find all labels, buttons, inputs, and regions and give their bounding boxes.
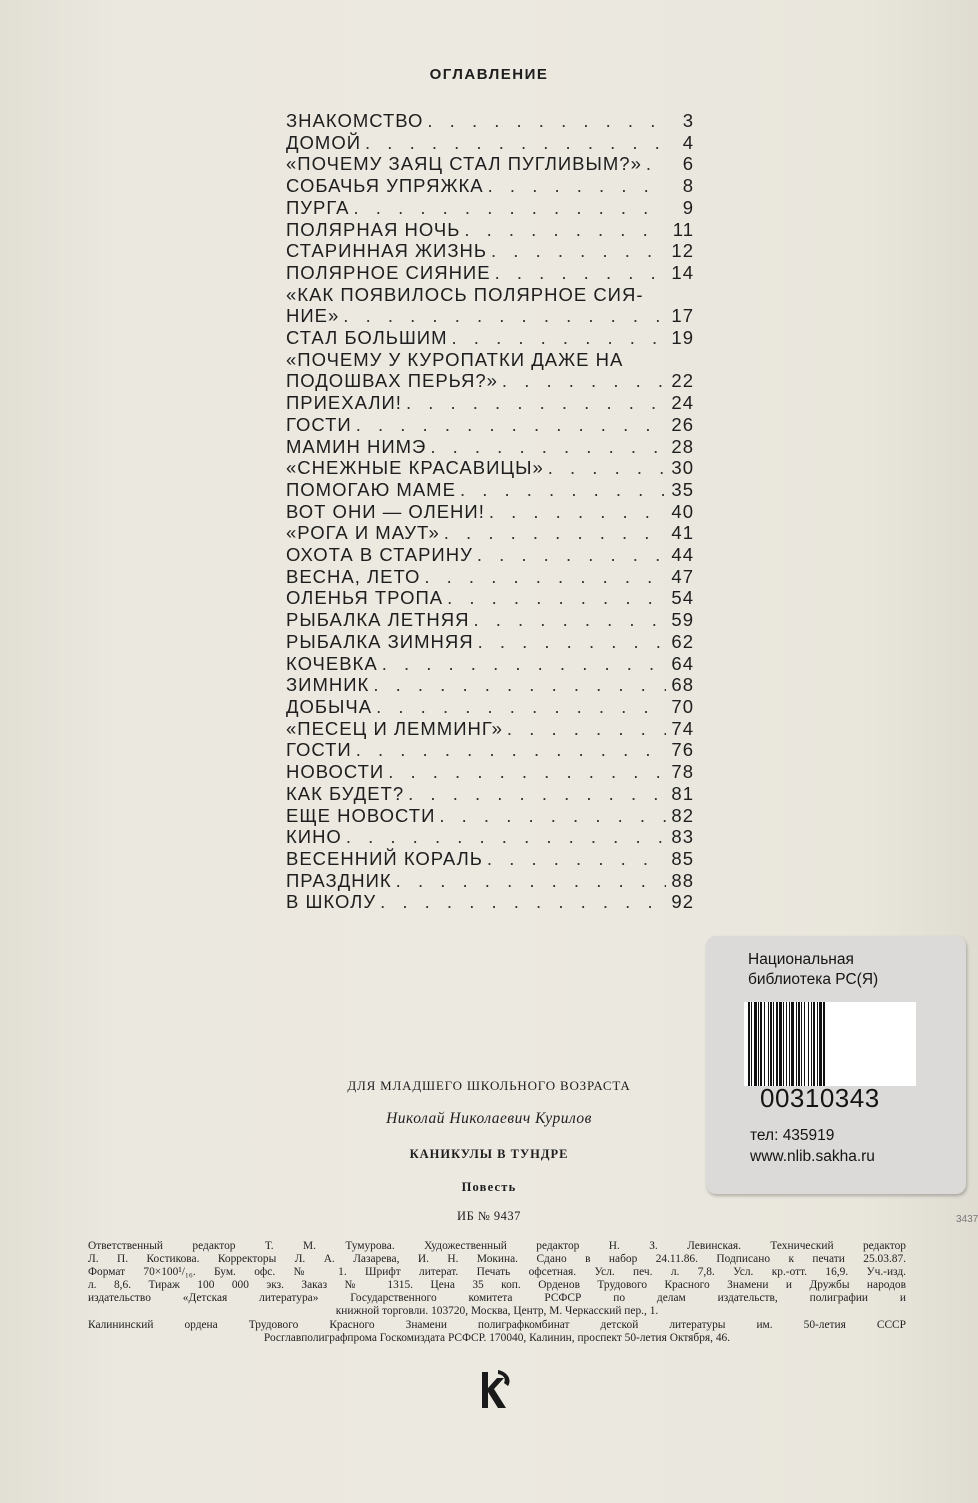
- toc-page-number: 14: [671, 261, 694, 283]
- toc-page-number: 22: [671, 370, 694, 392]
- credits-line: Росглавполиграфпрома Госкомиздата РСФСР. 170040, Калинин, проспект 50-летия Октября, 46.: [263, 1331, 731, 1344]
- toc-page-number: 83: [671, 826, 694, 848]
- credits-line: Ответственный редактор Т. М. Тумурова. Художественный редактор Н. З. Левинская. Технический редактор: [88, 1240, 906, 1252]
- toc-entry: ПОДОШВАХ ПЕРЬЯ?» . . . 22: [286, 370, 694, 392]
- toc-entry: «СНЕЖНЫЕ КРАСАВИЦЫ» . . . 30: [286, 457, 694, 479]
- credits-line: книжной торговли. 103720, Москва, Центр, М. Черкасский пер., 1.: [335, 1305, 659, 1318]
- toc-page-number: 3: [682, 110, 694, 131]
- toc-entry: НОВОСТИ . . . 78: [286, 761, 694, 783]
- toc-entry: ПРИЕХАЛИ! . . . 24: [286, 392, 694, 414]
- toc-entry: ВЕСНА, ЛЕТО . . . 47: [286, 566, 694, 588]
- toc-page-number: 64: [671, 652, 694, 674]
- toc-entry: ГОСТИ . . . 26: [286, 414, 694, 436]
- toc-entry: СОБАЧЬЯ УПРЯЖКА . . . 8: [286, 175, 694, 197]
- toc-page-number: 6: [682, 153, 694, 175]
- toc-entry: ПОЛЯРНОЕ СИЯНИЕ . . . 14: [286, 262, 694, 284]
- toc-page-number: 68: [671, 674, 694, 696]
- toc-page-number: 11: [672, 218, 694, 240]
- toc-page-number: 74: [671, 717, 694, 739]
- toc-entry: ОЛЕНЬЯ ТРОПА . . . 54: [286, 587, 694, 609]
- toc-page-number: 47: [671, 565, 694, 587]
- library-name: Национальная библиотека РС(Я): [748, 951, 879, 988]
- toc-page-number: 26: [671, 413, 694, 435]
- toc-entry: «ПОЧЕМУ ЗАЯЦ СТАЛ ПУГЛИВЫМ?» . . . 6: [286, 153, 694, 175]
- toc-page-number: 30: [671, 457, 694, 479]
- toc-entry: РЫБАЛКА ЛЕТНЯЯ . . . 59: [286, 609, 694, 631]
- barcode-icon: [744, 1002, 916, 1086]
- toc-entry: ЗНАКОМСТВО . . . 3: [286, 110, 694, 132]
- toc-entry: ПОЛЯРНАЯ НОЧЬ . . . 11: [286, 219, 694, 241]
- toc-page-number: 62: [671, 630, 694, 652]
- toc-page-number: 78: [671, 761, 694, 783]
- library-barcode-sticker: [706, 936, 966, 1194]
- toc-page-number: 92: [671, 891, 694, 913]
- ib-number: ИБ № 9437: [457, 1209, 521, 1223]
- toc-page-number: 24: [671, 392, 694, 414]
- library-phone: тел: 435919: [750, 1127, 835, 1144]
- toc-page-number: 28: [671, 435, 694, 457]
- credits-line: Л. П. Костикова. Корректоры Л. А. Лазарева, И. Н. Мокина. Сдано в набор 24.11.86. Подписано к печати 25.03.87.: [88, 1253, 906, 1266]
- barcode-number: 00310343: [760, 1083, 880, 1113]
- toc-page-number: 81: [671, 782, 694, 804]
- toc-page-number: 19: [671, 327, 694, 349]
- toc-page-number: 4: [682, 131, 694, 153]
- toc-page-number: 59: [671, 609, 694, 631]
- book-title: КАНИКУЛЫ В ТУНДРЕ: [409, 1147, 569, 1161]
- toc-page-number: 41: [671, 522, 694, 544]
- toc-entry: НИЕ» . . . 17: [286, 305, 694, 327]
- toc-page-number: 12: [671, 240, 694, 262]
- toc-entry: СТАЛ БОЛЬШИМ . . . 19: [286, 327, 694, 349]
- credits-line: издательство «Детская литература» Государственного комитета РСФСР по делам издательств, полиграфии и: [88, 1292, 906, 1305]
- toc-page-number: 70: [671, 695, 694, 717]
- toc-page-number: 82: [671, 804, 694, 826]
- toc-entry: ГОСТИ . . . 76: [286, 739, 694, 761]
- toc-page-number: 8: [682, 175, 694, 197]
- table-of-contents: [286, 110, 694, 913]
- toc-page-number: 88: [671, 869, 694, 891]
- toc-entry: ЕЩЕ НОВОСТИ . . . 82: [286, 805, 694, 827]
- toc-entry: ДОБЫЧА . . . 70: [286, 696, 694, 718]
- toc-page-number: 54: [671, 587, 694, 609]
- toc-entry: СТАРИННАЯ ЖИЗНЬ . . . 12: [286, 240, 694, 262]
- margin-mark: 3437: [956, 1214, 978, 1225]
- toc-page-number: 76: [671, 739, 694, 761]
- toc-entry: ВЕСЕННИЙ КОРАЛЬ . . . 85: [286, 848, 694, 870]
- age-group-label: ДЛЯ МЛАДШЕГО ШКОЛЬНОГО ВОЗРАСТА: [347, 1078, 631, 1093]
- toc-entry: ЗИМНИК . . . 68: [286, 674, 694, 696]
- toc-entry: ОХОТА В СТАРИНУ . . . 44: [286, 544, 694, 566]
- toc-page-number: 17: [671, 305, 694, 327]
- toc-entry: МАМИН НИМЭ . . . 28: [286, 436, 694, 458]
- toc-entry: ПРАЗДНИК . . . 88: [286, 870, 694, 892]
- toc-entry: ДОМОЙ . . . 4: [286, 132, 694, 154]
- publisher-logo-icon: [474, 1368, 514, 1412]
- toc-page-number: 9: [682, 196, 694, 218]
- toc-entry: РЫБАЛКА ЗИМНЯЯ . . . 62: [286, 631, 694, 653]
- toc-entry: КИНО . . . 83: [286, 826, 694, 848]
- toc-entry: ВОТ ОНИ — ОЛЕНИ! . . . 40: [286, 501, 694, 523]
- publication-credits: [88, 1240, 906, 1345]
- credits-line: л. 8,6. Тираж 100 000 экз. Заказ № 1315. Цена 35 коп. Орденов Трудового Красного Знамени и Дружбы народов: [88, 1279, 906, 1292]
- toc-entry: КОЧЕВКА . . . 64: [286, 653, 694, 675]
- toc-entry-line1: «ПОЧЕМУ У КУРОПАТКИ ДАЖЕ НА: [286, 348, 624, 370]
- toc-entry: ПУРГА . . . 9: [286, 197, 694, 219]
- toc-entry: В ШКОЛУ . . . 92: [286, 891, 694, 913]
- toc-page-number: 40: [671, 500, 694, 522]
- toc-entry: «РОГА И МАУТ» . . . 41: [286, 522, 694, 544]
- toc-entry: «ПЕСЕЦ И ЛЕММИНГ» . . . 74: [286, 718, 694, 740]
- toc-entry: ПОМОГАЮ МАМЕ . . . 35: [286, 479, 694, 501]
- toc-entry-line1: «КАК ПОЯВИЛОСЬ ПОЛЯРНОЕ СИЯ-: [286, 283, 644, 305]
- toc-entry: КАК БУДЕТ? . . . 81: [286, 783, 694, 805]
- credits-line: Формат 70×100¹/₁₆. Бум. офс. № 1. Шрифт литерат. Печать офсетная. Усл. печ. л. 7,8. Усл. кр.-отт. 16,9. Уч.-изд.: [88, 1266, 906, 1279]
- toc-page-number: 35: [671, 478, 694, 500]
- genre-label: Повесть: [461, 1180, 517, 1194]
- credits-line: Калининский ордена Трудового Красного Знамени полиграфкомбинат детской литературы им. 50-летия СССР: [88, 1318, 906, 1331]
- toc-page-number: 44: [671, 544, 694, 566]
- author-name: Николай Николаевич Курилов: [386, 1110, 592, 1127]
- library-website: www.nlib.sakha.ru: [750, 1148, 875, 1165]
- toc-page-number: 85: [671, 847, 694, 869]
- toc-heading: ОГЛАВЛЕНИЕ: [429, 66, 549, 83]
